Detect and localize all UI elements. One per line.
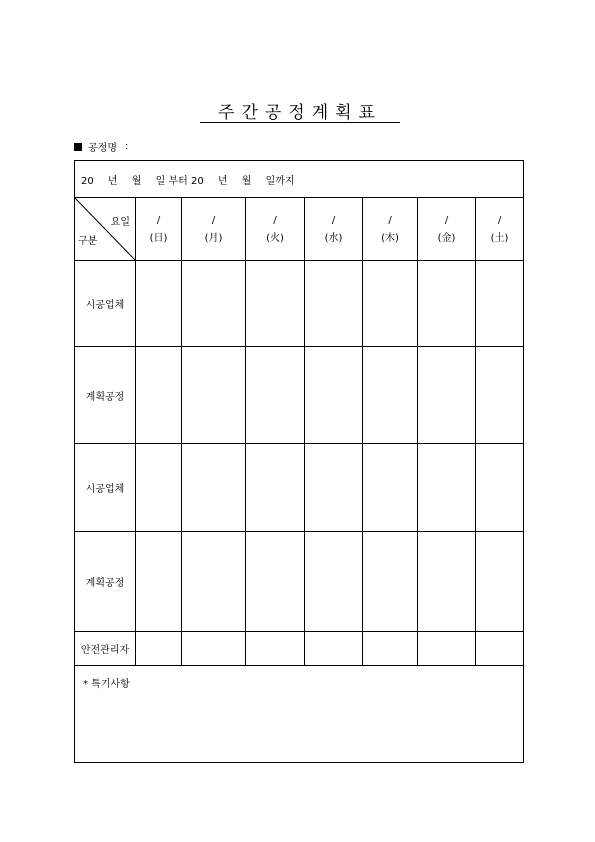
day-label-wed: (水) xyxy=(324,232,343,244)
schedule-cell[interactable] xyxy=(246,261,305,347)
schedule-cell[interactable] xyxy=(476,261,524,347)
schedule-cell[interactable] xyxy=(418,444,476,532)
period-year-unit-2: 년 xyxy=(217,175,228,187)
date-slash: / xyxy=(156,214,161,226)
schedule-cell[interactable] xyxy=(246,444,305,532)
schedule-cell[interactable] xyxy=(182,261,246,347)
row-label-contractor: 시공업체 xyxy=(75,261,136,347)
row-label-planned-process: 계획공정 xyxy=(75,347,136,444)
period-month-unit-2: 월 xyxy=(241,175,252,187)
schedule-cell[interactable] xyxy=(182,444,246,532)
day-header-mon xyxy=(182,198,246,261)
date-slash: / xyxy=(388,214,392,226)
day-label-thu: (木) xyxy=(381,232,399,244)
schedule-cell[interactable] xyxy=(418,347,476,444)
row-label-safety-manager: 안전관리자 xyxy=(75,632,136,666)
date-slash: / xyxy=(273,214,277,226)
date-slash: / xyxy=(444,214,449,226)
schedule-cell[interactable] xyxy=(305,444,363,532)
corner-header-cell xyxy=(75,198,136,261)
period-from: 일 부터 20 xyxy=(155,175,204,187)
schedule-cell[interactable] xyxy=(476,532,524,632)
row-label-contractor-2: 시공업체 xyxy=(75,444,136,532)
schedule-cell[interactable] xyxy=(363,261,418,347)
period-year-unit: 년 xyxy=(107,175,118,187)
schedule-cell[interactable] xyxy=(363,347,418,444)
table-row xyxy=(75,347,524,444)
diagonal-line xyxy=(75,198,135,260)
process-name-label: 공정명 xyxy=(88,143,117,154)
corner-label-category: 구분 xyxy=(78,236,98,247)
period-month-unit: 월 xyxy=(131,175,142,187)
schedule-cell[interactable] xyxy=(476,632,524,666)
schedule-cell[interactable] xyxy=(246,347,305,444)
day-header-sun xyxy=(136,198,182,261)
schedule-cell[interactable] xyxy=(136,261,182,347)
schedule-cell[interactable] xyxy=(305,347,363,444)
schedule-cell[interactable] xyxy=(246,532,305,632)
table-row xyxy=(75,632,524,666)
period-year-start: 20 xyxy=(81,175,94,187)
row-label-planned-process-2: 계획공정 xyxy=(75,532,136,632)
schedule-cell[interactable] xyxy=(363,532,418,632)
schedule-cell[interactable] xyxy=(136,347,182,444)
schedule-cell[interactable] xyxy=(136,444,182,532)
day-header-fri xyxy=(418,198,476,261)
schedule-cell[interactable] xyxy=(246,632,305,666)
process-name-line xyxy=(74,139,128,154)
schedule-cell[interactable] xyxy=(182,532,246,632)
date-slash: / xyxy=(331,214,336,226)
day-label-sun: (日) xyxy=(149,232,168,244)
corner-label-day: 요일 xyxy=(110,217,130,228)
schedule-cell[interactable] xyxy=(305,261,363,347)
schedule-cell[interactable] xyxy=(182,347,246,444)
day-label-sat: (土) xyxy=(490,232,509,244)
table-row xyxy=(75,444,524,532)
day-header-wed xyxy=(305,198,363,261)
process-name-colon: : xyxy=(124,141,129,152)
table-row xyxy=(75,261,524,347)
period-until: 일까지 xyxy=(265,175,295,187)
schedule-cell[interactable] xyxy=(305,532,363,632)
schedule-cell[interactable] xyxy=(476,347,524,444)
document-title: 주간공정계획표 xyxy=(218,103,382,123)
schedule-cell[interactable] xyxy=(418,632,476,666)
weekly-schedule-table xyxy=(74,160,524,763)
day-label-mon: (月) xyxy=(204,232,223,244)
special-notes-label: * 특기사항 xyxy=(83,679,130,690)
schedule-cell[interactable] xyxy=(305,632,363,666)
schedule-cell[interactable] xyxy=(476,444,524,532)
schedule-cell[interactable] xyxy=(136,532,182,632)
period-row xyxy=(75,161,524,198)
table-row xyxy=(75,532,524,632)
day-header-sat xyxy=(476,198,524,261)
schedule-cell[interactable] xyxy=(418,532,476,632)
day-header-thu xyxy=(363,198,418,261)
schedule-cell[interactable] xyxy=(182,632,246,666)
schedule-cell[interactable] xyxy=(418,261,476,347)
day-header-tue xyxy=(246,198,305,261)
schedule-cell[interactable] xyxy=(363,632,418,666)
day-label-tue: (火) xyxy=(266,232,284,244)
date-slash: / xyxy=(497,214,502,226)
special-notes-cell[interactable] xyxy=(75,666,524,763)
schedule-cell[interactable] xyxy=(363,444,418,532)
date-slash: / xyxy=(211,214,216,226)
schedule-cell[interactable] xyxy=(136,632,182,666)
day-label-fri: (金) xyxy=(437,232,456,244)
square-bullet-icon xyxy=(74,143,82,151)
title-underline xyxy=(200,122,400,123)
